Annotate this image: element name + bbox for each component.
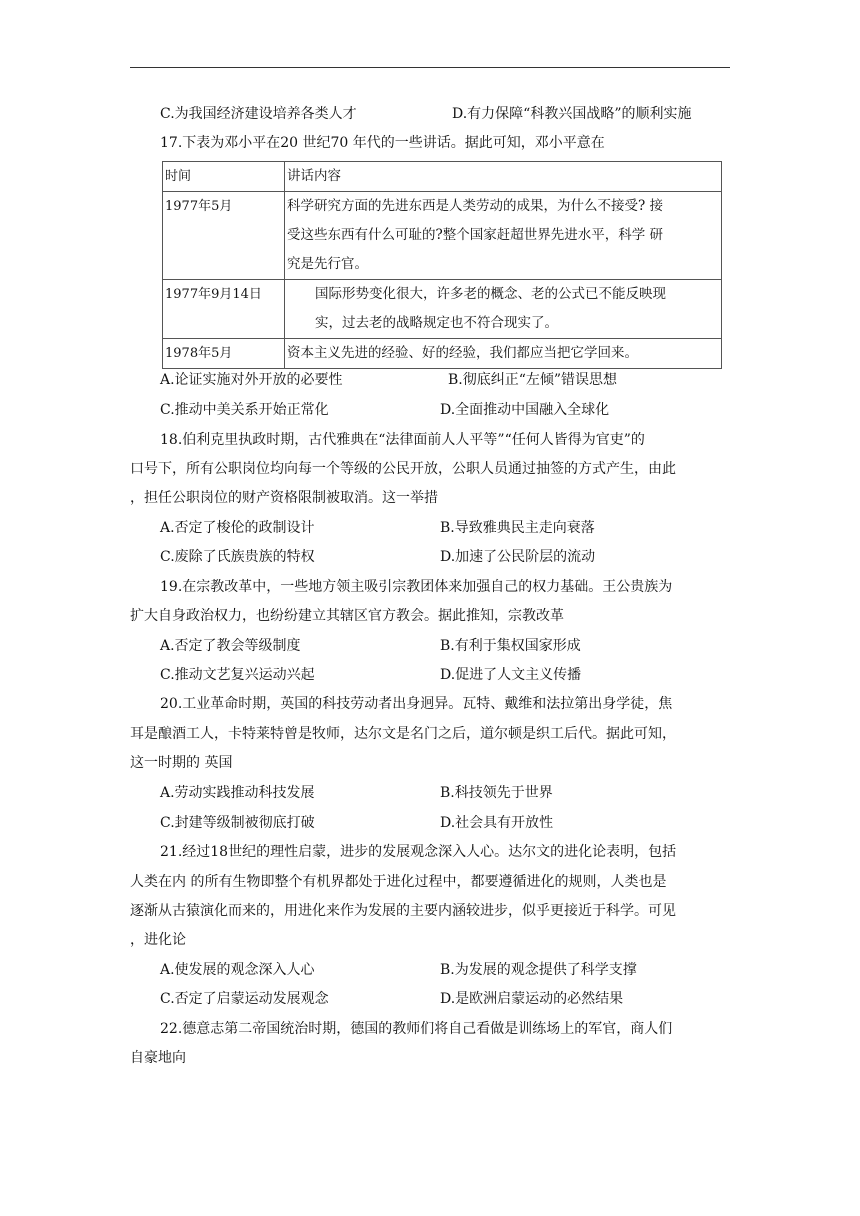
table-cell-time: 1977年9月14日 [163, 280, 285, 339]
content-line: 究是先行官。 [287, 256, 368, 272]
q19-option-d: D.促进了人文主义传播 [440, 667, 582, 683]
content-line: 资本主义先进的经验、好的经验，我们都应当把它学回来。 [287, 345, 638, 361]
content-line: 受这些东西有什么可耻的?整个国家赶超世界先进水平，科学 研 [287, 227, 664, 243]
table-header-time: 时间 [163, 162, 285, 192]
content-line: 实，过去老的战略规定也不符合现实了。 [315, 315, 558, 331]
table-row [163, 339, 722, 369]
table-cell-content [285, 192, 722, 280]
content-line: 科学研究方面的先进东西是人类劳动的成果，为什么不接受? 接 [287, 198, 664, 214]
q22-stem-line: 自豪地向 [130, 1050, 186, 1066]
q20-stem-line: 这一时期的 英国 [130, 755, 233, 771]
content-line: 国际形势变化很大，许多老的概念、老的公式已不能反映现 [315, 286, 666, 302]
table-cell-content [285, 280, 722, 339]
table-row [163, 280, 722, 339]
table-header-row [163, 162, 722, 192]
q22-stem-line: 22.德意志第二帝国统治时期，德国的教师们将自己看做是训练场上的军官，商人们 [160, 1021, 673, 1037]
q21-option-b: B.为发展的观念提供了科学支撑 [440, 962, 637, 978]
q21-stem-line: 21.经过18世纪的理性启蒙，进步的发展观念深入人心。达尔文的进化论表明，包括 [160, 844, 677, 860]
table-cell-time: 1978年5月 [163, 339, 285, 369]
q21-option-a: A.使发展的观念深入人心 [160, 962, 315, 978]
q19-option-b: B.有利于集权国家形成 [440, 638, 581, 654]
header-rule [130, 67, 730, 68]
q18-option-d: D.加速了公民阶层的流动 [440, 549, 596, 565]
q20-option-c: C.封建等级制被彻底打破 [160, 815, 315, 831]
table-header-content: 讲话内容 [285, 162, 722, 192]
q18-stem-line: ，担任公职岗位的财产资格限制被取消。这一举措 [130, 490, 438, 506]
q17-stem: 17.下表为邓小平在20 世纪70 年代的一些讲话。据此可知，邓小平意在 [160, 135, 605, 151]
q21-stem-line: 人类在内 的所有生物即整个有机界都处于进化过程中，都要遵循进化的规则，人类也是 [130, 874, 667, 890]
q20-option-b: B.科技领先于世界 [440, 785, 553, 801]
table-cell-time: 1977年5月 [163, 192, 285, 280]
q21-stem-line: 逐渐从古猿演化而来的，用进化来作为发展的主要内涵较进步，似乎更接近于科学。可见 [130, 903, 676, 919]
q18-stem-line: 18.伯利克里执政时期，古代雅典在“法律面前人人平等”“任何人皆得为官吏”的 [160, 432, 645, 448]
q20-stem-line: 20.工业革命时期，英国的科技劳动者出身迥异。瓦特、戴维和法拉第出身学徒，焦 [160, 696, 673, 712]
q18-stem-line: 口号下，所有公职岗位均向每一个等级的公民开放，公职人员通过抽签的方式产生，由此 [130, 461, 676, 477]
q17-option-d: D.全面推动中国融入全球化 [440, 402, 610, 418]
q19-option-a: A.否定了教会等级制度 [160, 638, 301, 654]
q16-option-d: D.有力保障“科教兴国战略”的顺利实施 [452, 106, 692, 122]
q20-stem-line: 耳是酿酒工人，卡特莱特曾是牧师，达尔文是名门之后，道尔顿是织工后代。据此可知， [130, 726, 676, 742]
q18-option-a: A.否定了梭伦的政制设计 [160, 520, 315, 536]
q21-option-c: C.否定了启蒙运动发展观念 [160, 991, 329, 1007]
q17-option-b: B.彻底纠正“左倾”错误思想 [448, 372, 618, 388]
table-row [163, 192, 722, 280]
q19-stem-line: 19.在宗教改革中，一些地方领主吸引宗教团体来加强自己的权力基础。王公贵族为 [160, 579, 673, 595]
q16-option-c: C.为我国经济建设培养各类人才 [160, 106, 357, 122]
q21-stem-line: ，进化论 [130, 932, 186, 948]
q19-option-c: C.推动文艺复兴运动兴起 [160, 667, 315, 683]
q20-option-d: D.社会具有开放性 [440, 815, 554, 831]
q17-speech-table [162, 161, 722, 369]
q18-option-c: C.废除了氏族贵族的特权 [160, 549, 315, 565]
q19-stem-line: 扩大自身政治权力，也纷纷建立其辖区官方教会。据此推知，宗教改革 [130, 608, 564, 624]
q18-option-b: B.导致雅典民主走向衰落 [440, 520, 595, 536]
q21-option-d: D.是欧洲启蒙运动的必然结果 [440, 991, 624, 1007]
q17-option-a: A.论证实施对外开放的必要性 [160, 372, 343, 388]
table-cell-content [285, 339, 722, 369]
q20-option-a: A.劳动实践推动科技发展 [160, 785, 315, 801]
q17-option-c: C.推动中美关系开始正常化 [160, 402, 329, 418]
